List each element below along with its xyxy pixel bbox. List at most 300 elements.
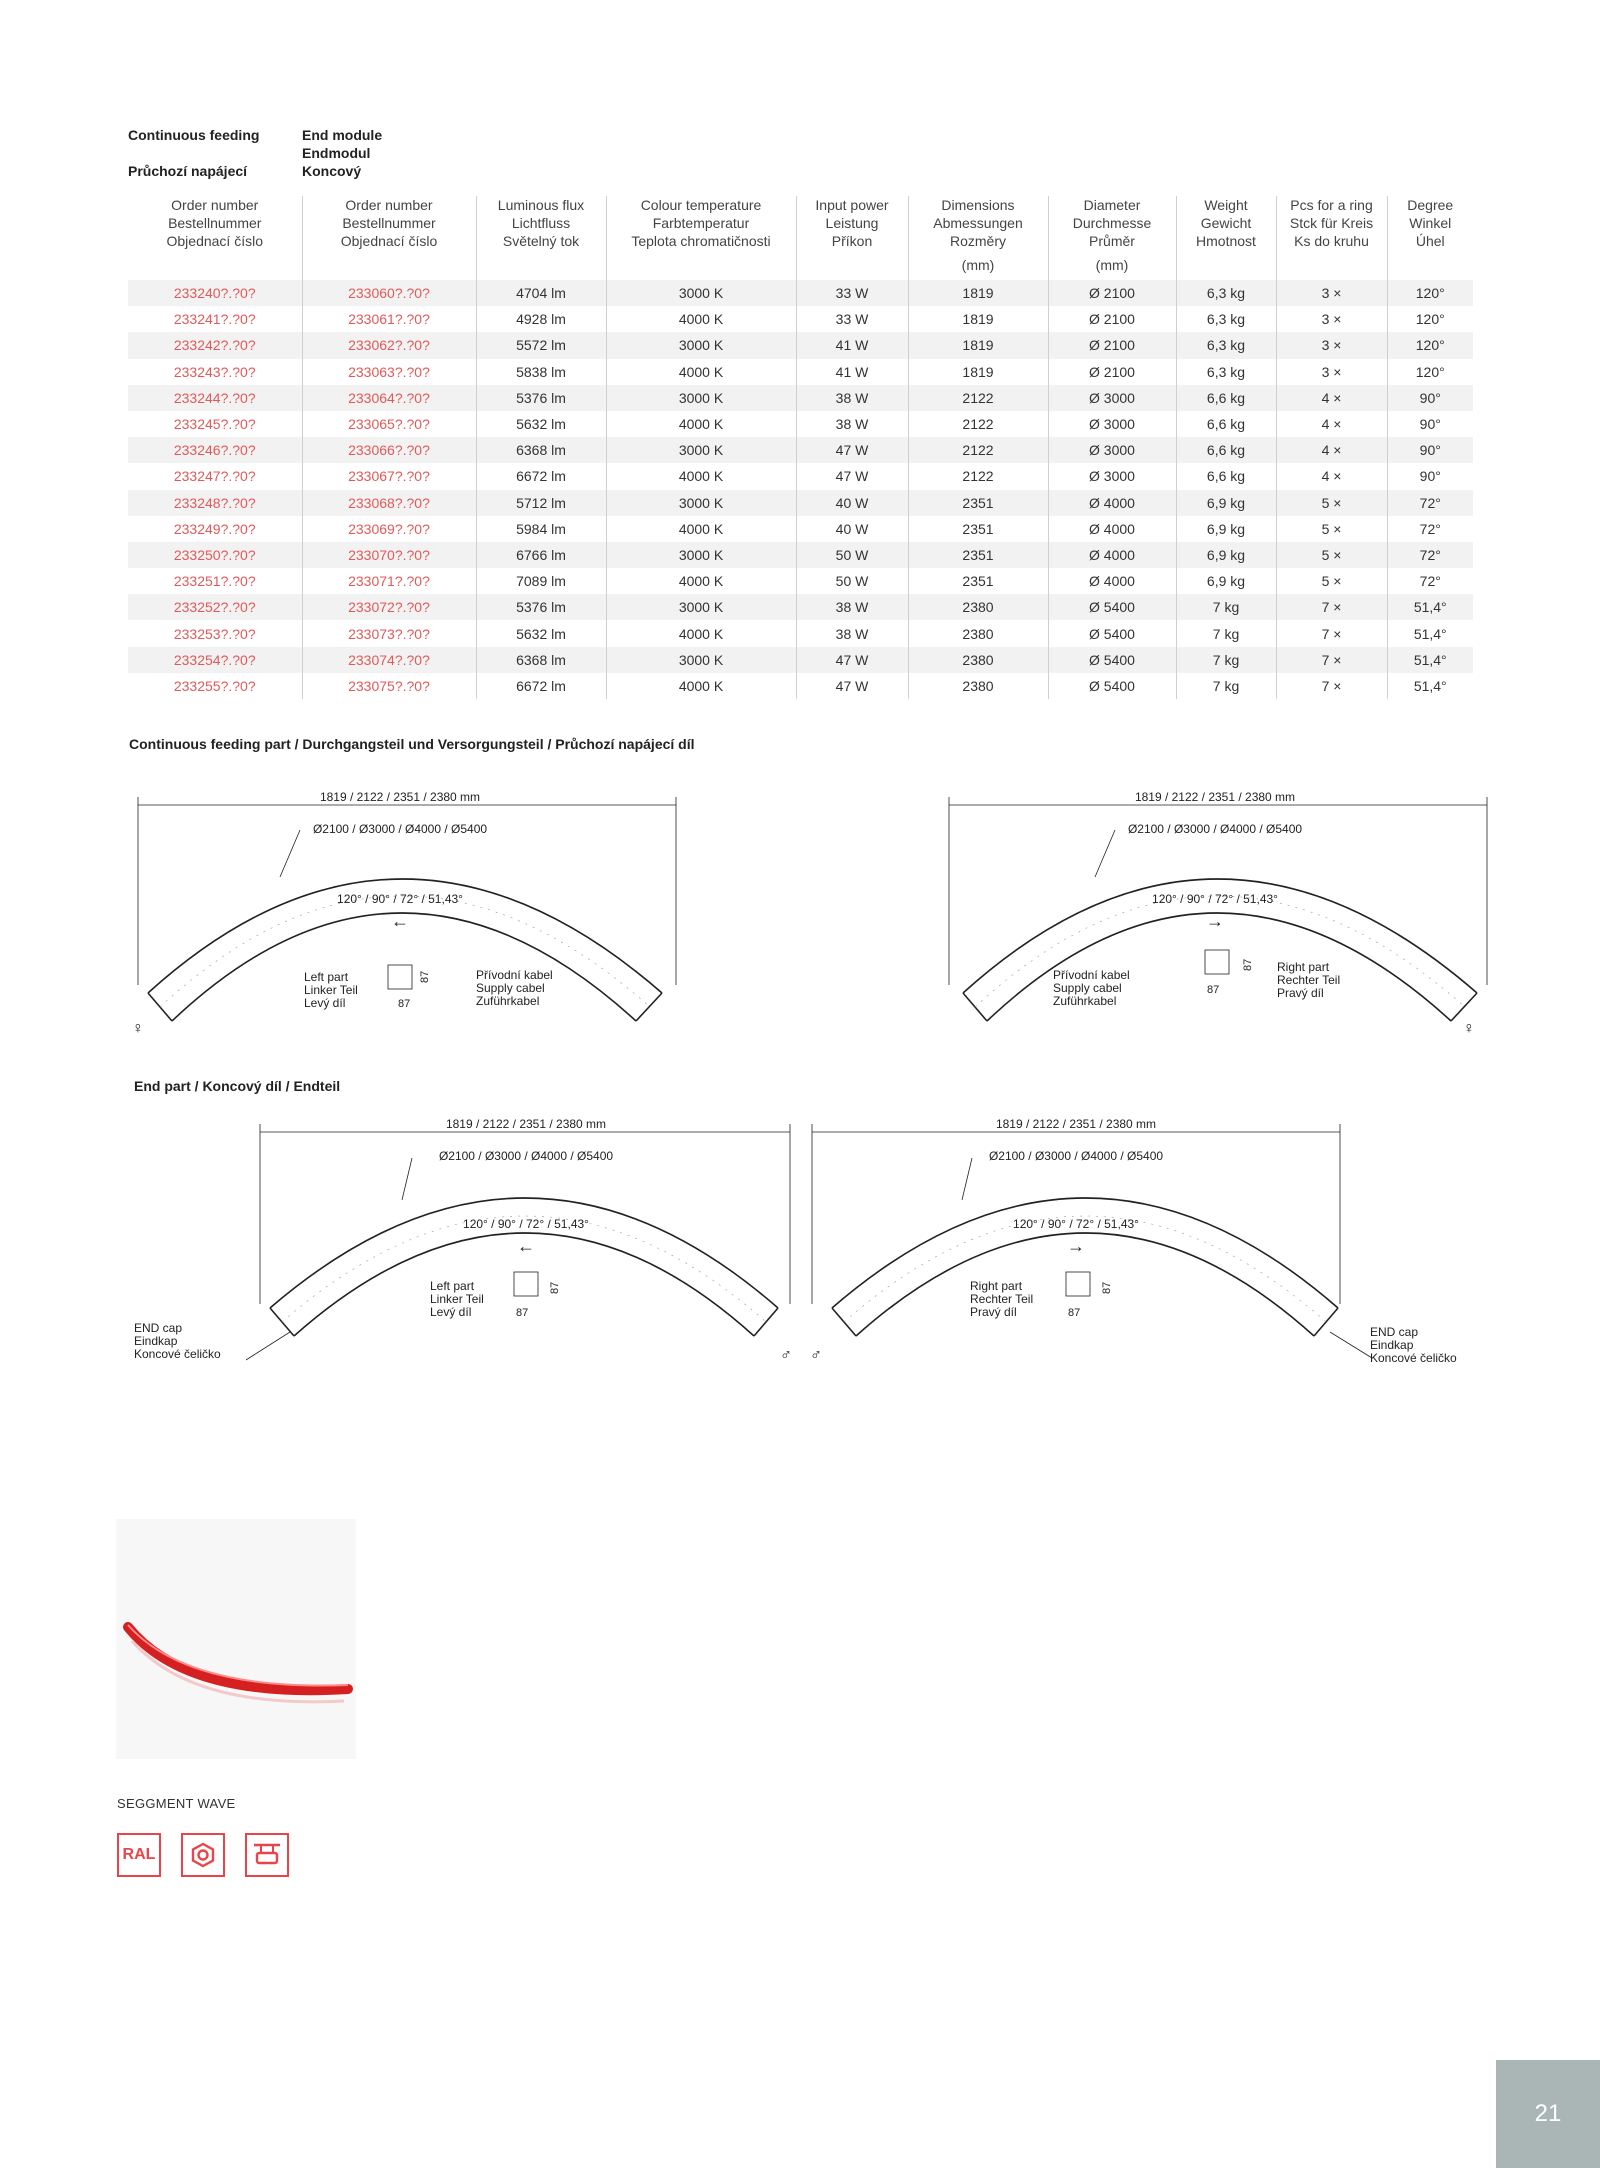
table-cell: 6,6 kg (1176, 411, 1276, 437)
table-cell: 233075?.?0? (302, 673, 476, 699)
end-cap-label-line: Eindkap (134, 1334, 178, 1348)
dim-label: 87 (1207, 984, 1220, 996)
table-cell: 233253?.?0? (128, 620, 302, 646)
ceiling-mount-icon (245, 1833, 289, 1877)
table-row (128, 516, 1473, 542)
header-cell-line: Colour temperature (640, 197, 762, 213)
table-header-row (128, 196, 1473, 280)
table-cell: 233241?.?0? (128, 306, 302, 332)
table-cell: 72° (1419, 520, 1441, 537)
table-cell: 90° (1419, 416, 1441, 433)
header-cell-line: Farbtemperatur (652, 215, 750, 231)
header-cell-line: Pcs for a ring (1290, 197, 1373, 213)
header-cell-unit (609, 256, 794, 274)
table-cell: 3000 K (606, 490, 796, 516)
table-cell: 233074?.?0? (302, 647, 476, 673)
table-header-cell (606, 196, 796, 280)
table-cell: 47 W (796, 647, 908, 673)
table-cell: 4000 K (606, 516, 796, 542)
table-header-cell (1176, 196, 1276, 280)
table-cell: 6,9 kg (1176, 542, 1276, 568)
table-row (128, 490, 1473, 516)
part-label-line: Linker Teil (304, 983, 358, 997)
table-cell: 7 kg (1176, 594, 1276, 620)
diameter-label: Ø2100 / Ø3000 / Ø4000 / Ø5400 (312, 822, 488, 836)
table-row (128, 673, 1473, 699)
table-cell: 41 W (796, 359, 908, 385)
part-label-line: Left part (304, 970, 349, 984)
table-cell: 4 × (1276, 411, 1387, 437)
table-cell: 5 × (1276, 516, 1387, 542)
table-cell: 5632 lm (476, 411, 606, 437)
table-cell: 33 W (796, 280, 908, 306)
table-cell: Ø 2100 (1048, 332, 1176, 358)
table-cell: 5572 lm (476, 332, 606, 358)
table-cell: Ø 2100 (1048, 306, 1176, 332)
table-cell: Ø 3000 (1048, 385, 1176, 411)
table-cell: 51,4° (1413, 625, 1447, 642)
table-cell: 90° (1387, 385, 1473, 411)
table-cell: 3000 K (606, 437, 796, 463)
arrow-left-icon: ← (391, 911, 409, 931)
spec-table (128, 196, 1473, 699)
table-cell: 4000 K (606, 568, 796, 594)
table-cell: 233062?.?0? (302, 332, 476, 358)
table-cell: 7089 lm (476, 568, 606, 594)
table-cell: 1819 (908, 306, 1048, 332)
arrow-right-icon: → (1206, 911, 1224, 931)
table-cell: 51,4° (1387, 594, 1473, 620)
table-cell: 6,3 kg (1176, 280, 1276, 306)
table-cell: 50 W (796, 568, 908, 594)
header-cell-unit (799, 256, 906, 274)
table-body (128, 280, 1473, 699)
end-cap-label-line: Koncové čeličko (134, 1347, 221, 1361)
table-cell: Ø 3000 (1048, 463, 1176, 489)
header-cell-line: Objednací číslo (340, 233, 438, 249)
table-row (128, 647, 1473, 673)
cable-label-line: Přívodní kabel (476, 968, 553, 982)
end-cap-label-line: END cap (134, 1321, 183, 1335)
table-cell: 2122 (908, 463, 1048, 489)
table-header-cell (908, 196, 1048, 280)
end-cap-label-line: Eindkap (1370, 1338, 1414, 1352)
header-cell-unit (1179, 256, 1274, 274)
table-cell: 51,4° (1387, 647, 1473, 673)
header-cell-unit (1390, 256, 1472, 274)
section-title-end: End part / Koncový díl / Endteil (134, 1078, 341, 1094)
header-cell-line: Ks do kruhu (1294, 233, 1369, 249)
header-line: Průchozí napájecí (128, 163, 248, 179)
table-cell: 2380 (908, 647, 1048, 673)
table-cell: 2122 (908, 385, 1048, 411)
table-header-cell (476, 196, 606, 280)
header-col-2 (302, 126, 382, 180)
table-cell: 233066?.?0? (302, 437, 476, 463)
table-cell: Ø 4000 (1048, 490, 1176, 516)
table-cell: 4 × (1276, 437, 1387, 463)
header-cell-line: Winkel (1409, 215, 1452, 231)
table-cell: 2380 (908, 620, 1048, 646)
table-header-cell (1387, 196, 1473, 280)
angle-label: 120° / 90° / 72° / 51,43° (1013, 1217, 1139, 1231)
product-name: SEGGMENT WAVE (117, 1796, 236, 1811)
table-cell: 120° (1415, 363, 1445, 380)
part-label-line: Rechter Teil (1277, 973, 1341, 987)
table-cell: 233240?.?0? (128, 280, 302, 306)
table-cell: 90° (1419, 468, 1441, 485)
cable-label-line: Zuführkabel (1053, 994, 1117, 1008)
header-line: Continuous feeding (128, 127, 260, 143)
table-cell: Ø 5400 (1048, 620, 1176, 646)
table-header-cell (1048, 196, 1176, 280)
table-cell: 4000 K (606, 463, 796, 489)
header-cell-unit (1279, 256, 1385, 274)
angle-label: 120° / 90° / 72° / 51,43° (463, 1217, 589, 1231)
table-cell: Ø 4000 (1048, 568, 1176, 594)
table-cell: 6672 lm (476, 673, 606, 699)
table-cell: 5376 lm (476, 594, 606, 620)
header-cell-line: Input power (815, 197, 889, 213)
header-cell-line: Rozměry (949, 233, 1006, 249)
table-cell: 233252?.?0? (128, 594, 302, 620)
table-cell: 233250?.?0? (128, 542, 302, 568)
table-cell: 233069?.?0? (302, 516, 476, 542)
angle-label: 120° / 90° / 72° / 51,43° (337, 892, 463, 906)
part-label-line: Left part (430, 1279, 475, 1293)
table-cell: 4928 lm (476, 306, 606, 332)
table-row (128, 594, 1473, 620)
table-cell: 120° (1415, 311, 1445, 328)
table-cell: 233249?.?0? (128, 516, 302, 542)
table-cell: 233244?.?0? (128, 385, 302, 411)
table-header-cell (1276, 196, 1387, 280)
header-cell-line: Hmotnost (1196, 233, 1256, 249)
header-cell-line: Diameter (1083, 197, 1141, 213)
table-cell: 51,4° (1413, 677, 1447, 694)
header-cell-line: Stck für Kreis (1289, 215, 1374, 231)
table-cell: 5838 lm (476, 359, 606, 385)
drawing-end-right (810, 1108, 1500, 1378)
table-row (128, 385, 1473, 411)
table-cell: 233064?.?0? (302, 385, 476, 411)
part-label-line: Right part (1277, 960, 1330, 974)
male-connector-icon: ♂ (780, 1347, 792, 1364)
section-title-feeding: Continuous feeding part / Durchgangsteil und Versorgungsteil / Průchozí napájecí díl (129, 736, 695, 752)
header-line: Endmodul (302, 145, 371, 161)
table-cell: 4000 K (606, 306, 796, 332)
table-cell: 6368 lm (476, 647, 606, 673)
cable-label-line: Supply cabel (1053, 981, 1122, 995)
table-cell: 4704 lm (476, 280, 606, 306)
header-cell-line: Durchmesse (1072, 215, 1152, 231)
dim-label: 87 (1068, 1307, 1081, 1319)
table-cell: 5984 lm (476, 516, 606, 542)
drawing-feeding-left (110, 785, 710, 1045)
table-cell: 6,6 kg (1176, 463, 1276, 489)
table-cell: 233061?.?0? (302, 306, 476, 332)
table-cell: Ø 3000 (1048, 411, 1176, 437)
header-cell-line: Gewicht (1200, 215, 1252, 231)
table-cell: 2351 (908, 516, 1048, 542)
table-cell: 4000 K (606, 673, 796, 699)
table-cell: 4000 K (606, 411, 796, 437)
table-cell: 40 W (796, 490, 908, 516)
table-cell: 6,6 kg (1176, 437, 1276, 463)
table-cell: 2351 (908, 490, 1048, 516)
table-cell: 233067?.?0? (302, 463, 476, 489)
dim-label: 87 (516, 1307, 529, 1319)
table-cell: 38 W (796, 385, 908, 411)
table-cell: Ø 4000 (1048, 516, 1176, 542)
table-cell: 7 × (1276, 647, 1387, 673)
angle-label: 120° / 90° / 72° / 51,43° (1152, 892, 1278, 906)
part-label-line: Pravý díl (970, 1305, 1017, 1319)
table-cell: 3000 K (606, 280, 796, 306)
table-cell: Ø 2100 (1048, 359, 1176, 385)
dim-label: 87 (398, 998, 411, 1010)
length-label: 1819 / 2122 / 2351 / 2380 mm (319, 790, 481, 804)
table-cell: 120° (1387, 332, 1473, 358)
table-cell: 233060?.?0? (302, 280, 476, 306)
table-row (128, 359, 1473, 385)
table-cell: 233063?.?0? (302, 359, 476, 385)
table-cell: 4 × (1276, 385, 1387, 411)
length-label: 1819 / 2122 / 2351 / 2380 mm (1134, 790, 1296, 804)
end-cap-label-line: END cap (1370, 1325, 1419, 1339)
table-cell: 233246?.?0? (128, 437, 302, 463)
header-cell-line: Luminous flux (497, 197, 585, 213)
table-cell: 4000 K (606, 620, 796, 646)
table-cell: 7 × (1276, 594, 1387, 620)
table-cell: 7 × (1276, 673, 1387, 699)
table-cell: 5 × (1276, 490, 1387, 516)
table-cell: 233247?.?0? (128, 463, 302, 489)
header-cell-line: Degree (1407, 197, 1454, 213)
part-label-line: Levý díl (304, 996, 346, 1010)
part-label-line: Linker Teil (430, 1292, 484, 1306)
table-cell: 5632 lm (476, 620, 606, 646)
table-cell: 7 × (1276, 620, 1387, 646)
table-cell: 40 W (796, 516, 908, 542)
table-cell: 7 kg (1176, 673, 1276, 699)
table-row (128, 332, 1473, 358)
table-cell: 90° (1387, 437, 1473, 463)
table-cell: 38 W (796, 594, 908, 620)
table-cell: 6,6 kg (1176, 385, 1276, 411)
table-row (128, 620, 1473, 646)
header-cell-line: Order number (171, 197, 259, 213)
diameter-label: Ø2100 / Ø3000 / Ø4000 / Ø5400 (1127, 822, 1303, 836)
drawing-feeding-right (925, 785, 1525, 1045)
table-cell: 41 W (796, 332, 908, 358)
length-label: 1819 / 2122 / 2351 / 2380 mm (995, 1117, 1157, 1131)
diameter-label: Ø2100 / Ø3000 / Ø4000 / Ø5400 (988, 1149, 1164, 1163)
table-cell: Ø 2100 (1048, 280, 1176, 306)
table-cell: 4000 K (606, 359, 796, 385)
table-cell: 72° (1419, 573, 1441, 590)
table-cell: 3000 K (606, 647, 796, 673)
table-cell: 1819 (908, 280, 1048, 306)
dim-label: 87 (1101, 1281, 1113, 1294)
dim-label: 87 (1242, 958, 1254, 971)
length-label: 1819 / 2122 / 2351 / 2380 mm (445, 1117, 607, 1131)
header-line (128, 144, 259, 162)
end-cap-label-line: Koncové čeličko (1370, 1351, 1457, 1365)
cable-label-line: Supply cabel (476, 981, 545, 995)
table-cell: 5 × (1276, 542, 1387, 568)
table-cell: 38 W (796, 411, 908, 437)
table-row (128, 463, 1473, 489)
table-cell: 33 W (796, 306, 908, 332)
table-cell: 2380 (908, 594, 1048, 620)
arrow-left-icon: ← (517, 1236, 535, 1256)
header-line: Koncový (302, 163, 362, 179)
header-cell-unit (305, 256, 474, 274)
table-cell: 7 kg (1176, 620, 1276, 646)
table-cell: 47 W (796, 437, 908, 463)
header-cell-unit (479, 256, 604, 274)
ral-icon: RAL (117, 1833, 161, 1877)
table-cell: 6766 lm (476, 542, 606, 568)
header-cell-line: Světelný tok (502, 233, 580, 249)
header-cell-line: Leistung (825, 215, 879, 231)
header-cell-line: Příkon (831, 233, 873, 249)
header-cell-line: Průměr (1089, 233, 1135, 249)
table-cell: 2122 (908, 437, 1048, 463)
header-cell-unit: (mm) (961, 257, 995, 273)
table-cell: 6,3 kg (1176, 359, 1276, 385)
table-cell: 6,3 kg (1176, 332, 1276, 358)
table-cell: Ø 4000 (1048, 542, 1176, 568)
part-label-line: Levý díl (430, 1305, 472, 1319)
table-row (128, 306, 1473, 332)
table-cell: 38 W (796, 620, 908, 646)
table-row (128, 437, 1473, 463)
header-line: End module (302, 127, 383, 143)
nut-icon (181, 1833, 225, 1877)
dim-label: 87 (419, 970, 431, 983)
header-cell-line: Lichtfluss (511, 215, 571, 231)
cable-label-line: Přívodní kabel (1053, 968, 1130, 982)
table-cell: 3 × (1276, 359, 1387, 385)
table-cell: 3000 K (606, 385, 796, 411)
table-cell: 6,9 kg (1176, 516, 1276, 542)
table-cell: 2122 (908, 411, 1048, 437)
table-cell: 7 kg (1176, 647, 1276, 673)
table-cell: 3 × (1276, 280, 1387, 306)
table-cell: Ø 5400 (1048, 594, 1176, 620)
table-cell: 1819 (908, 332, 1048, 358)
header-cell-line: Bestellnummer (342, 215, 436, 231)
table-cell: 3000 K (606, 542, 796, 568)
table-row (128, 411, 1473, 437)
female-connector-icon: ♀ (132, 1020, 144, 1037)
table-cell: 5712 lm (476, 490, 606, 516)
table-row (128, 542, 1473, 568)
table-cell: 233071?.?0? (302, 568, 476, 594)
table-cell: 233243?.?0? (128, 359, 302, 385)
table-cell: Ø 3000 (1048, 437, 1176, 463)
part-label-line: Pravý díl (1277, 986, 1324, 1000)
male-connector-icon: ♂ (810, 1347, 822, 1364)
dim-label: 87 (549, 1281, 561, 1294)
female-connector-icon: ♀ (1463, 1020, 1475, 1037)
table-cell: 233070?.?0? (302, 542, 476, 568)
header-col-1 (128, 126, 259, 180)
header-cell-line: Teplota chromatičnosti (631, 233, 771, 249)
table-row (128, 568, 1473, 594)
table-cell: 3000 K (606, 594, 796, 620)
drawing-end-left (130, 1108, 810, 1378)
table-cell: 4 × (1276, 463, 1387, 489)
header-cell-line: Úhel (1415, 233, 1445, 249)
diameter-label: Ø2100 / Ø3000 / Ø4000 / Ø5400 (438, 1149, 614, 1163)
table-cell: 3 × (1276, 306, 1387, 332)
table-cell: Ø 5400 (1048, 673, 1176, 699)
table-cell: 1819 (908, 359, 1048, 385)
table-row (128, 280, 1473, 306)
table-cell: 6,9 kg (1176, 568, 1276, 594)
table-cell: 72° (1387, 490, 1473, 516)
table-header-cell (128, 196, 302, 280)
table-cell: 50 W (796, 542, 908, 568)
table-cell: 72° (1387, 542, 1473, 568)
table-cell: 233065?.?0? (302, 411, 476, 437)
header-cell-line: Order number (345, 197, 433, 213)
product-image (116, 1519, 356, 1759)
table-cell: 233254?.?0? (128, 647, 302, 673)
table-cell: 3 × (1276, 332, 1387, 358)
table-cell: 2380 (908, 673, 1048, 699)
header-cell-line: Weight (1204, 197, 1248, 213)
table-cell: 2351 (908, 542, 1048, 568)
table-cell: 233255?.?0? (128, 673, 302, 699)
header-cell-line: Abmessungen (933, 215, 1023, 231)
table-cell: 6672 lm (476, 463, 606, 489)
table-cell: 5 × (1276, 568, 1387, 594)
table-cell: 6368 lm (476, 437, 606, 463)
part-label-line: Right part (970, 1279, 1023, 1293)
header-cell-line: Dimensions (941, 197, 1015, 213)
table-cell: 6,9 kg (1176, 490, 1276, 516)
header-cell-unit (130, 256, 300, 274)
cable-label-line: Zuführkabel (476, 994, 540, 1008)
arrow-right-icon: → (1067, 1236, 1085, 1256)
header-cell-line: Bestellnummer (168, 215, 262, 231)
table-cell: 6,3 kg (1176, 306, 1276, 332)
table-cell: 3000 K (606, 332, 796, 358)
table-cell: 5376 lm (476, 385, 606, 411)
table-cell: 233248?.?0? (128, 490, 302, 516)
table-cell: Ø 5400 (1048, 647, 1176, 673)
table-cell: 120° (1387, 280, 1473, 306)
table-cell: 233242?.?0? (128, 332, 302, 358)
table-cell: 233245?.?0? (128, 411, 302, 437)
header-cell-unit: (mm) (1095, 257, 1129, 273)
table-cell: 47 W (796, 463, 908, 489)
table-cell: 233251?.?0? (128, 568, 302, 594)
table-cell: 233073?.?0? (302, 620, 476, 646)
page-number: 21 (1496, 2060, 1600, 2168)
table-cell: 233072?.?0? (302, 594, 476, 620)
table-cell: 2351 (908, 568, 1048, 594)
table-cell: 47 W (796, 673, 908, 699)
table-header-cell (302, 196, 476, 280)
table-header-cell (796, 196, 908, 280)
header-cell-line: Objednací číslo (166, 233, 263, 249)
part-label-line: Rechter Teil (970, 1292, 1034, 1306)
